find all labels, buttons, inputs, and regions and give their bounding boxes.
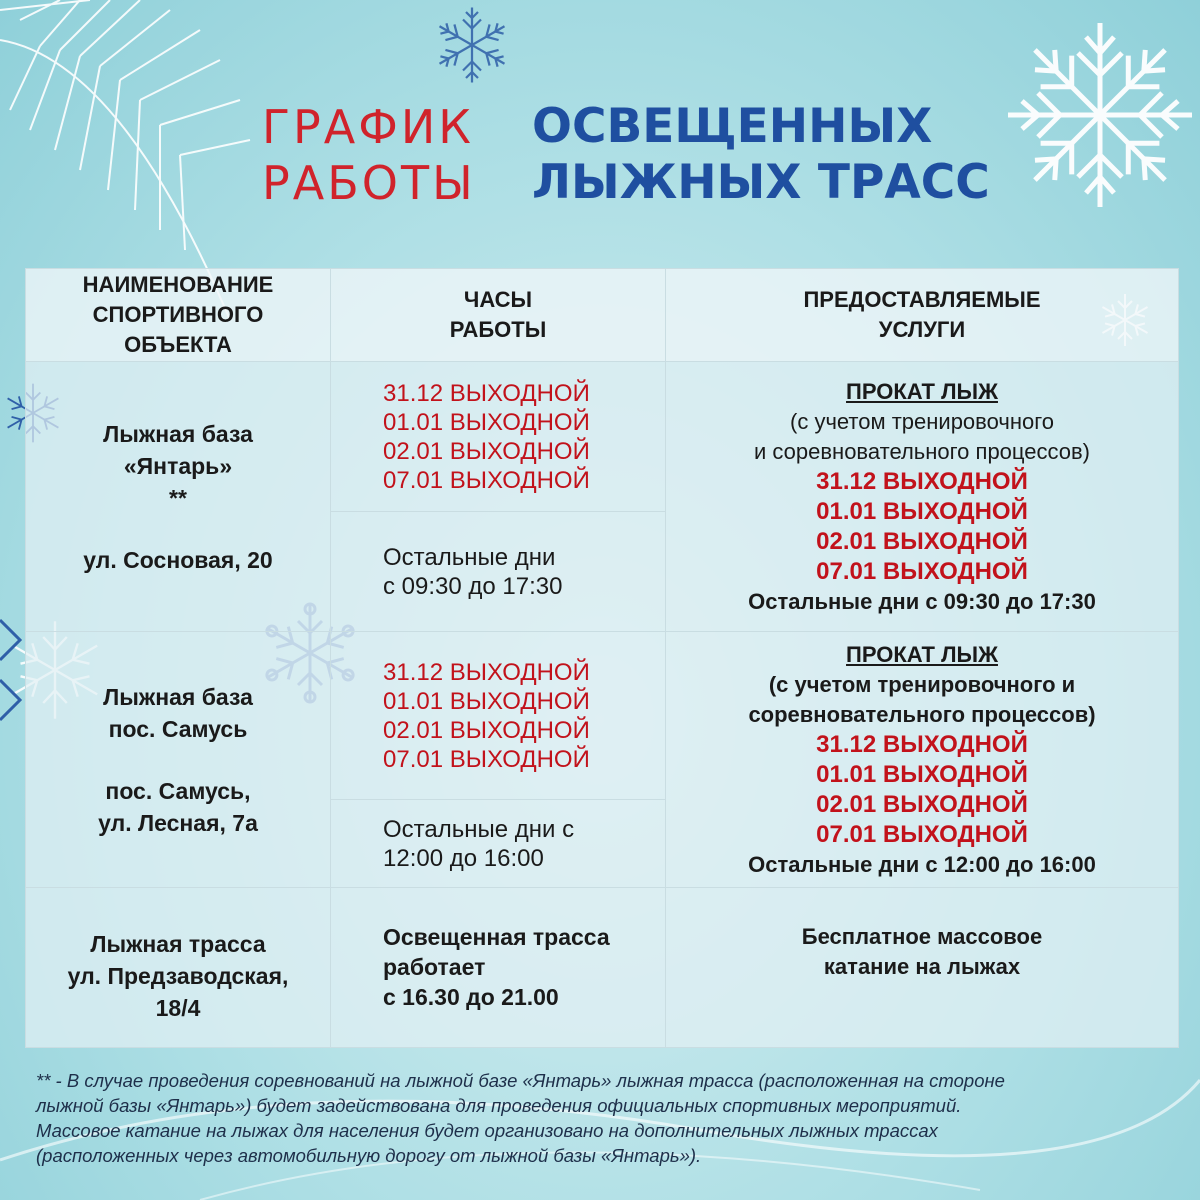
header-services xyxy=(666,269,1179,362)
header-services-line: ПРЕДОСТАВЛЯЕМЫЕ xyxy=(803,287,1041,312)
services-cell-yantar xyxy=(666,362,1179,632)
header-facility-line: ОБЪЕКТА xyxy=(124,332,232,357)
snowflake-icon xyxy=(1000,10,1200,220)
title-right-line1: ОСВЕЩЕННЫХ xyxy=(532,99,933,154)
track-hours-cell xyxy=(331,888,666,1048)
header-facility xyxy=(26,269,331,362)
service-other-days: Остальные дни с 09:30 до 17:30 xyxy=(748,588,1096,614)
track-hours-line: с 16.30 до 21.00 xyxy=(383,984,559,1010)
header-hours xyxy=(331,269,666,362)
service-holiday-line: 02.01 ВЫХОДНОЙ xyxy=(816,527,1028,555)
holiday-hours-cell xyxy=(331,362,666,512)
facility-cell-yantar xyxy=(26,362,331,632)
header-hours-line: ЧАСЫ xyxy=(463,287,533,312)
header-hours-line: РАБОТЫ xyxy=(449,317,547,342)
service-title: ПРОКАТ ЛЫЖ xyxy=(846,378,998,404)
track-hours-line: Освещенная трасса xyxy=(383,924,610,950)
holiday-line: 01.01 ВЫХОДНОЙ xyxy=(383,687,590,715)
service-desc-line: (с учетом тренировочного xyxy=(790,408,1054,434)
regular-hours-line: Остальные дни xyxy=(383,543,556,571)
footnote-line: (расположенных через автомобильную дорогу от лыжной базы «Янтарь»). xyxy=(36,1145,702,1166)
service-holiday-line: 31.12 ВЫХОДНОЙ xyxy=(816,467,1028,495)
services-cell-samus xyxy=(666,632,1179,888)
holiday-hours-cell xyxy=(331,632,666,800)
facility-name-line: Лыжная база xyxy=(103,683,253,710)
footnote-line: Массовое катание на лыжах для населения будет организовано на дополнительных лыжных трассах xyxy=(36,1120,938,1141)
facility-name-line: Лыжная трасса xyxy=(90,931,266,957)
track-hours-line: работает xyxy=(383,954,486,980)
regular-hours-cell xyxy=(331,512,666,632)
snowflake-icon xyxy=(412,0,532,90)
holiday-line: 02.01 ВЫХОДНОЙ xyxy=(383,437,590,465)
regular-hours-cell xyxy=(331,800,666,888)
facility-name-line: Лыжная база xyxy=(103,420,253,447)
facility-cell-predzavodskaya xyxy=(26,888,331,1048)
facility-name-line: ул. Предзаводская, xyxy=(67,963,289,989)
regular-hours-line: с 09:30 до 17:30 xyxy=(383,572,563,600)
title-right-line2: ЛЫЖНЫХ ТРАСС xyxy=(532,155,990,210)
facility-address: пос. Самусь, xyxy=(105,777,251,804)
facility-footnote-mark: ** xyxy=(169,484,187,511)
facility-name-line: «Янтарь» xyxy=(123,452,233,479)
table-row xyxy=(26,362,1179,512)
header-services-line: УСЛУГИ xyxy=(878,317,966,342)
facility-cell-samus xyxy=(26,632,331,888)
service-desc-line: соревновательного процессов) xyxy=(748,701,1096,727)
holiday-line: 07.01 ВЫХОДНОЙ xyxy=(383,466,590,494)
footnote xyxy=(36,1068,1156,1168)
page-title xyxy=(262,100,1022,220)
service-holiday-line: 07.01 ВЫХОДНОЙ xyxy=(816,820,1028,848)
facility-name-line: 18/4 xyxy=(155,995,201,1021)
header-facility-line: НАИМЕНОВАНИЕ xyxy=(82,272,274,297)
service-holiday-line: 02.01 ВЫХОДНОЙ xyxy=(816,790,1028,818)
regular-hours-line: 12:00 до 16:00 xyxy=(383,844,544,872)
regular-hours-line: Остальные дни с xyxy=(383,815,575,843)
holiday-line: 01.01 ВЫХОДНОЙ xyxy=(383,408,590,436)
footnote-line: ** - В случае проведения соревнований на лыжной базе «Янтарь» лыжная трасса (расположенная на стороне xyxy=(36,1070,1005,1091)
service-line: катание на лыжах xyxy=(823,954,1021,979)
table-header-row xyxy=(26,269,1179,362)
holiday-line: 31.12 ВЫХОДНОЙ xyxy=(383,379,590,407)
service-line: Бесплатное массовое xyxy=(801,924,1043,949)
facility-address: ул. Сосновая, 20 xyxy=(83,546,273,573)
service-holiday-line: 01.01 ВЫХОДНОЙ xyxy=(816,760,1028,788)
service-desc-line: (с учетом тренировочного и xyxy=(768,671,1076,697)
service-desc-line: и соревновательного процессов) xyxy=(754,438,1090,464)
facility-name-line: пос. Самусь xyxy=(108,715,248,742)
holiday-line: 07.01 ВЫХОДНОЙ xyxy=(383,745,590,773)
service-title: ПРОКАТ ЛЫЖ xyxy=(846,641,998,667)
title-left-line2: РАБОТЫ xyxy=(262,156,476,210)
holiday-line: 02.01 ВЫХОДНОЙ xyxy=(383,716,590,744)
footnote-line: лыжной базы «Янтарь») будет задействована для проведения официальных спортивных мероприятий. xyxy=(36,1095,962,1116)
service-holiday-line: 01.01 ВЫХОДНОЙ xyxy=(816,497,1028,525)
service-holiday-line: 31.12 ВЫХОДНОЙ xyxy=(816,730,1028,758)
service-other-days: Остальные дни с 12:00 до 16:00 xyxy=(748,851,1096,877)
table-row xyxy=(26,888,1179,1048)
table-row xyxy=(26,632,1179,800)
facility-address: ул. Лесная, 7а xyxy=(98,809,258,836)
holiday-line: 31.12 ВЫХОДНОЙ xyxy=(383,658,590,686)
services-cell-predzavodskaya xyxy=(666,888,1179,1048)
schedule-table xyxy=(25,268,1179,1048)
title-left-line1: ГРАФИК xyxy=(262,100,474,154)
header-facility-line: СПОРТИВНОГО xyxy=(92,302,264,327)
service-holiday-line: 07.01 ВЫХОДНОЙ xyxy=(816,557,1028,585)
